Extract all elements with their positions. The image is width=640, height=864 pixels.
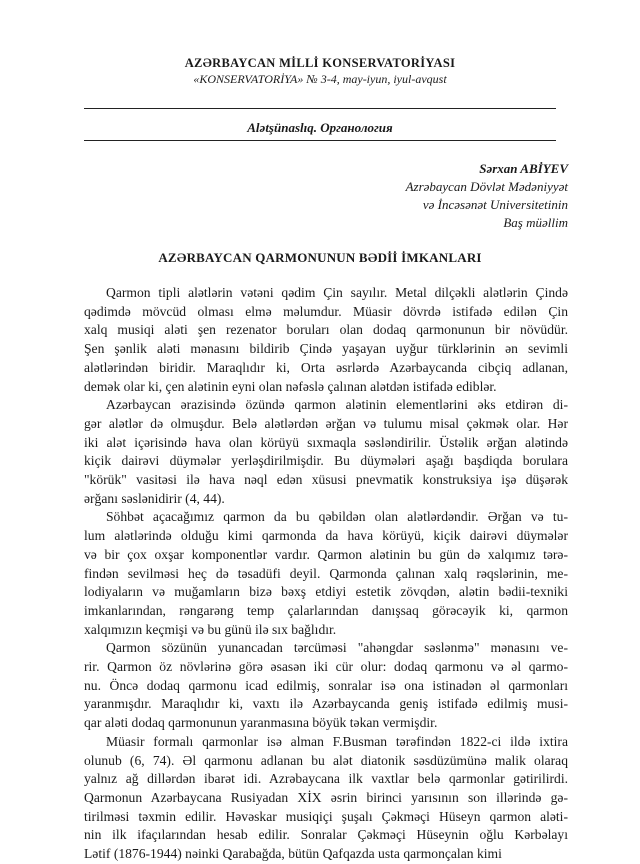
author-affiliation-line: Baş müəllim — [503, 215, 568, 230]
paragraph-line: imkanlarından, rəngarəng temp çalarlarından danışsaq görəcəyik ki, qarmon — [84, 602, 568, 618]
paragraph-line: yalnız ağ dillərdən ibarət idi. Azrəbaycana ilk vaxtlar belə qarmonlar gətirilirdi. — [84, 771, 568, 787]
journal-title: AZƏRBAYCAN MİLLİ KONSERVATORİYASI — [184, 56, 456, 70]
author-block — [406, 160, 568, 232]
paragraph-line: qədimdə mövcüd olması elmə məlumdur. Müasir dövrdə istifadə edilən Çin — [84, 303, 568, 319]
paragraph-line: qar aləti dodaq qarmonunun yaranmasına böyük təkan vermişdir. — [84, 715, 438, 731]
paragraph-line: gər alətlər də olmuşdur. Belə alətlərdən ərğan və tulumu misal çəkmək olar. Hər — [84, 415, 568, 431]
paragraph-line: Qarmonun Azərbaycana Rusiyadan XİX əsrin birinci yarısının son illərində gə- — [84, 789, 568, 805]
journal-issue: «KONSERVATORİYA» № 3-4, may-iyun, iyul-avqust — [193, 72, 447, 86]
paragraph-line: ərğanı səslənidirir (4, 44). — [84, 490, 225, 506]
paragraph-line: tirilməsi təxmin edilir. Həvəskar musiqiçi şuşalı Çəkməçi Hüseyn qarmon aləti- — [84, 808, 568, 824]
paragraph-line: "körük" vasitəsi ilə hava nəql edən xüsusi pnevmatik konstruksiya işə düşərək — [84, 472, 568, 488]
paragraph-line: alətlərindən biridir. Maraqlıdır ki, Orta əsrlərdə Azərbaycanda cibçiq adlanan, — [84, 359, 568, 375]
paragraph — [84, 396, 568, 508]
paragraph-line: rir. Qarmon öz növlərinə görə əsasən iki cür olur: dodaq qarmonu və əl qarmo- — [84, 659, 568, 675]
article-title: AZƏRBAYCAN QARMONUNUN BƏDİİ İMKANLARI — [158, 250, 482, 265]
author-name: Sərxan ABİYEV — [479, 161, 568, 176]
section-heading: Alətşünaslıq. Органология — [247, 120, 393, 135]
paragraph-line: Lətif (1876-1944) nəinki Qarabağda, bütün Qafqazda usta qarmonçalan kimi — [84, 846, 502, 862]
paragraph-line: lodiyaların və muğamların bizə bəxş etdiyi estetik zövqdən, alətin bədii-texniki — [84, 584, 568, 600]
author-affiliation-line: və İncəsənət Universitetinin — [422, 197, 568, 212]
paragraph-line: nin ilk ifaçılarından hesab edilir. Sonralar Çəkməçi Hüseynin oğlu Kərbəlayı — [84, 827, 568, 843]
paragraph-line: və bir çox oxşar komponentlər vardır. Qarmon alətinin bu gün də xalqımız tərə- — [84, 546, 568, 562]
paragraph-line: Azərbaycan ərazisində özündə qarmon alətinin elementlərini əks etdirən di- — [106, 397, 568, 413]
paragraph-line: olunub (6, 74). Əl qarmonu adlanan bu alət diatonik səsdüzümünə malik olaraq — [84, 752, 568, 768]
paragraph-line: Qarmon tipli alətlərin vətəni qədim Çin sayılır. Metal dilçəkli alətlərin Çində — [106, 285, 568, 300]
paragraph — [84, 733, 568, 864]
paragraph-line: nu. Öncə dodaq qarmonu icad edilmiş, sonralar isə ona istinadən əl qarmonları — [84, 677, 568, 693]
paragraph-line: kiçik dairəvi düymələr yerləşdirilmişdir. Bu düymələri aşağı başdiqda borulara — [84, 453, 568, 469]
author-affiliation-line: Azrəbaycan Dövlət Mədəniyyət — [405, 179, 568, 194]
paragraph — [84, 284, 568, 396]
paragraph-line: Şen şənlik aləti mənasını bildirib Çində yaşayan uyğur türklərinin ən sevimli — [84, 341, 568, 357]
paragraph-line: findən sevilməsi heç də təsadüfi deyil. Qarmonda çalınan xalq rəqslərinin, me- — [84, 565, 568, 581]
paragraph — [84, 639, 568, 733]
paragraph-line: xalq musiqi aləti şen rezenator boruları olan dodaq qarmonunun bir növüdür. — [84, 322, 568, 338]
paragraph-line: demək olar ki, çen alətinin eyni olan nəfəslə çalınan alətdən istifadə ediblər. — [84, 378, 497, 394]
header-rule-bottom — [84, 140, 556, 141]
paragraph-line: Qarmon sözünün yunancadan tərcüməsi "ahəngdar səslənmə" mənasını ve- — [106, 640, 568, 656]
paragraph-line: lum alətlərində olduğu kimi qarmonda da hava körüyü, kiçik dairəvi düymələr — [84, 528, 568, 544]
article-body — [84, 284, 568, 864]
paragraph-line: Söhbət açacağımız qarmon da bu qəbildən olan alətlərdəndir. Ərğan və tu- — [106, 509, 568, 525]
paragraph-line: Müasir formalı qarmonlar isə alman F.Busman tərəfindən 1822-ci ildə ixtira — [106, 733, 568, 749]
paragraph — [84, 508, 568, 639]
paragraph-line: xalqımızın keçmişi və bu günü ilə sıx bağlıdır. — [84, 621, 337, 637]
paragraph-line: yaranmışdır. Maraqlıdır ki, vaxtı ilə Azərbaycanda geniş istifadə edilmiş musi- — [84, 696, 568, 712]
header-rule-top — [84, 108, 556, 109]
paragraph-line: iki alət içərisində hava olan körüyü sıxmaqla səsləndirilir. Üstəlik ərğan alətində — [84, 434, 568, 450]
